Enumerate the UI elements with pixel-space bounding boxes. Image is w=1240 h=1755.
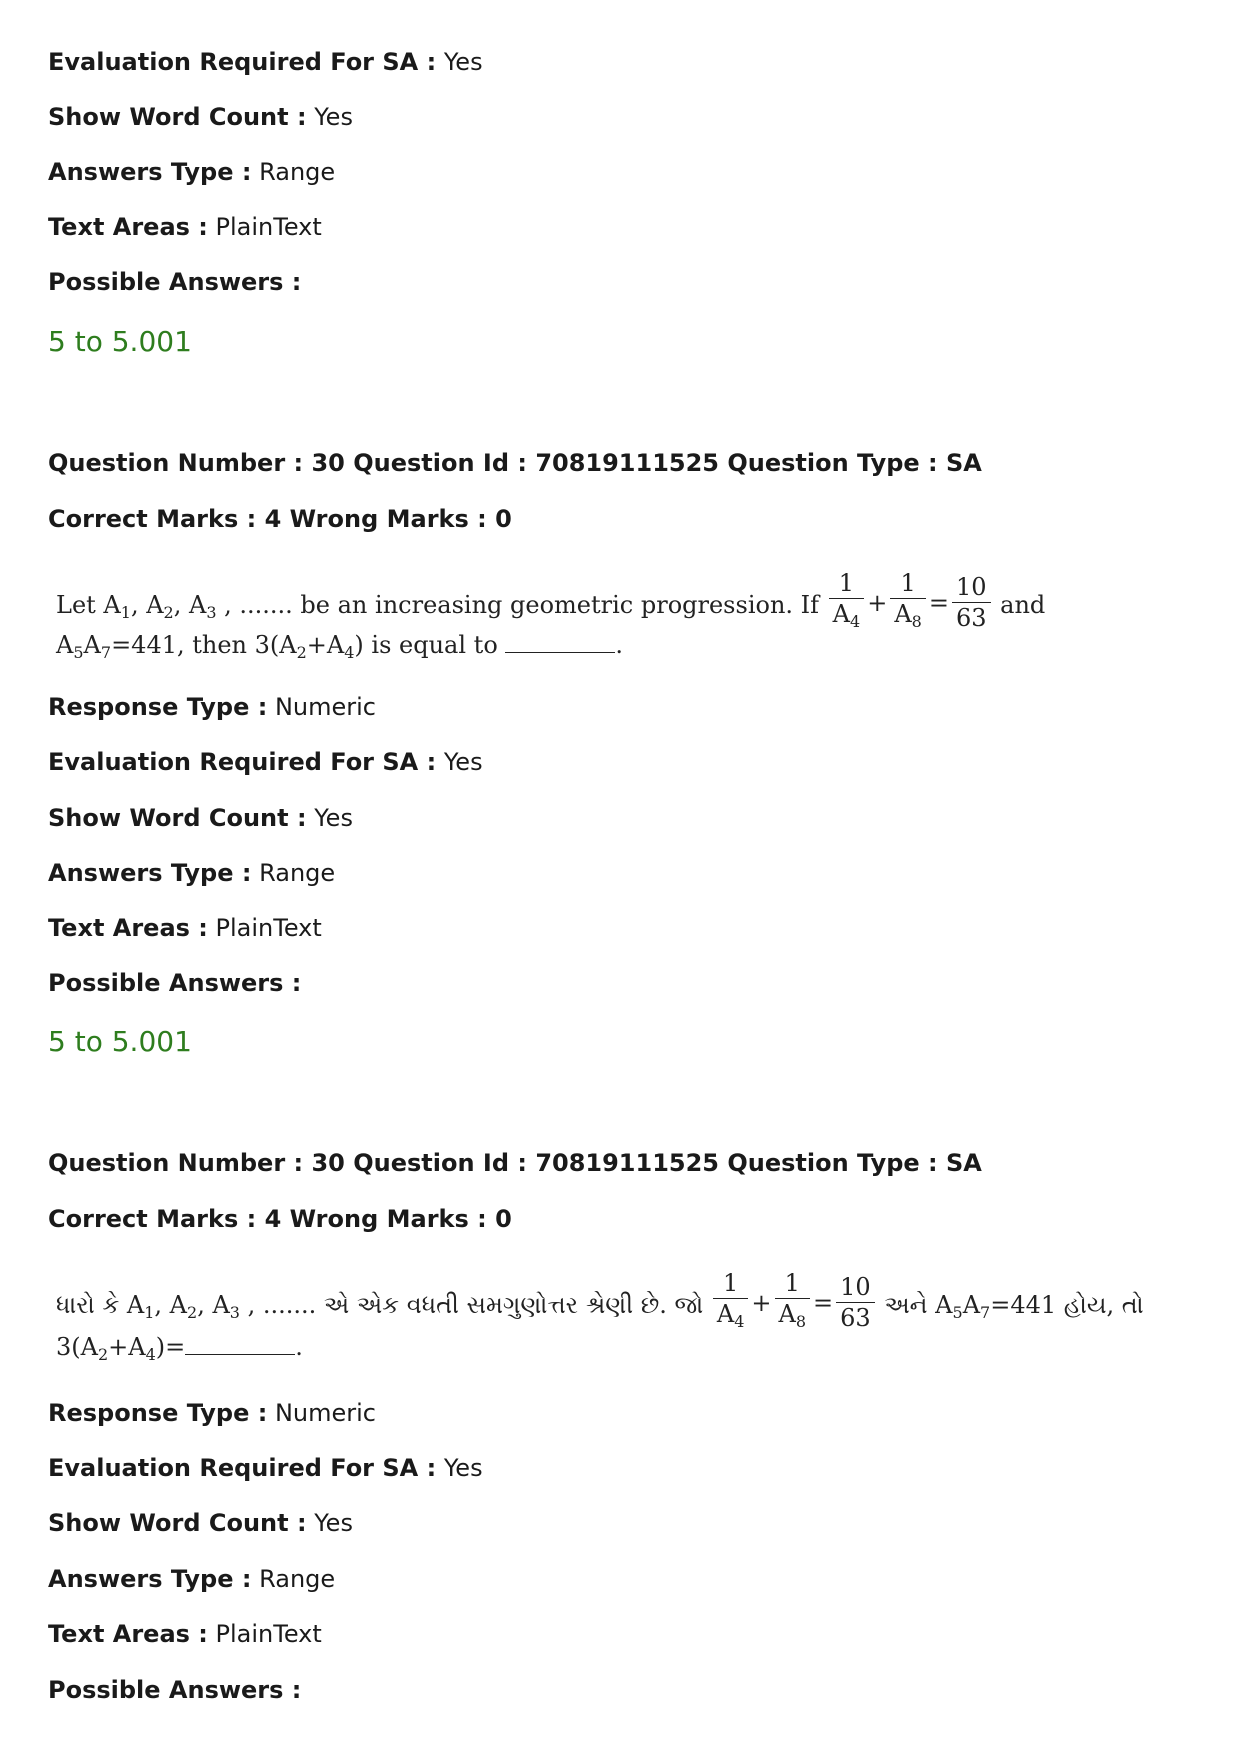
question-text-line-1: Let $A_1$, $A_2$, $A_3$ , ....... be an increasing geometric progression. If $\frac{1}{A_4}$ + $\frac{1}{A_8}$ = $\frac{10}{63}$ and bbox=[56, 572, 1045, 641]
text-areas-value: PlainText bbox=[215, 213, 322, 241]
answers-type-label: Answers Type : bbox=[48, 1565, 252, 1593]
fraction-1-over-a8: $\frac{1}{A_8}$ bbox=[775, 1268, 811, 1337]
evaluation-required-value: Yes bbox=[443, 1454, 483, 1482]
fraction-10-over-63: $\frac{10}{63}$ bbox=[836, 1272, 875, 1333]
question-marks: Correct Marks : 4 Wrong Marks : 0 bbox=[48, 505, 512, 533]
text-areas-row bbox=[48, 212, 322, 242]
question-text-gujarati bbox=[56, 1250, 1156, 1370]
answers-type-value: Range bbox=[259, 859, 336, 887]
possible-answer-value: 5 to 5.001 bbox=[48, 1025, 192, 1058]
show-word-count-label: Show Word Count : bbox=[48, 804, 307, 832]
evaluation-required-row bbox=[48, 747, 483, 777]
possible-answers-row bbox=[48, 267, 301, 297]
show-word-count-row bbox=[48, 1508, 353, 1538]
show-word-count-label: Show Word Count : bbox=[48, 103, 307, 131]
answers-type-row bbox=[48, 1564, 335, 1594]
text-areas-value: PlainText bbox=[215, 914, 322, 942]
possible-answers-label: Possible Answers : bbox=[48, 268, 302, 296]
evaluation-required-label: Evaluation Required For SA : bbox=[48, 1454, 437, 1482]
show-word-count-value: Yes bbox=[314, 804, 353, 832]
show-word-count-row bbox=[48, 102, 353, 132]
answers-type-row bbox=[48, 157, 335, 187]
evaluation-required-label: Evaluation Required For SA : bbox=[48, 748, 437, 776]
question-text-line-2: $A_5A_7=441$, then $3(A_2+A_4)$ is equal to . bbox=[56, 631, 624, 662]
answers-type-label: Answers Type : bbox=[48, 859, 252, 887]
fraction-10-over-63: $\frac{10}{63}$ bbox=[952, 572, 991, 633]
answers-type-value: Range bbox=[259, 1565, 336, 1593]
show-word-count-row bbox=[48, 803, 353, 833]
answer-blank bbox=[185, 1332, 295, 1355]
response-type-value: Numeric bbox=[274, 693, 376, 721]
fraction-1-over-a4: $\frac{1}{A_4}$ bbox=[829, 568, 865, 637]
evaluation-required-row bbox=[48, 1453, 483, 1483]
fraction-1-over-a8: $\frac{1}{A_8}$ bbox=[890, 568, 926, 637]
answer-blank bbox=[505, 630, 615, 653]
question-header: Question Number : 30 Question Id : 70819111525 Question Type : SA bbox=[48, 1149, 982, 1177]
possible-answers-label: Possible Answers : bbox=[48, 969, 302, 997]
question-text-line-1: ધારો કે $A_1$, $A_2$, $A_3$ , ....... એ એક વધતી સમગુણોત્તર શ્રેણી છે. જો $\frac{1}{A_4}$ + $\frac{1}{A_8}$ = $\frac{10}{63}$ અને $A_5A_7=441$ હોય, તો bbox=[56, 1272, 1144, 1341]
possible-answers-label: Possible Answers : bbox=[48, 1676, 302, 1704]
text-areas-label: Text Areas : bbox=[48, 1620, 208, 1648]
possible-answer-value: 5 to 5.001 bbox=[48, 325, 192, 358]
response-type-label: Response Type : bbox=[48, 693, 268, 721]
question-marks: Correct Marks : 4 Wrong Marks : 0 bbox=[48, 1205, 512, 1233]
text-areas-row bbox=[48, 1619, 322, 1649]
text-areas-value: PlainText bbox=[215, 1620, 322, 1648]
text-areas-row bbox=[48, 913, 322, 943]
show-word-count-value: Yes bbox=[314, 1509, 353, 1537]
fraction-1-over-a4: $\frac{1}{A_4}$ bbox=[713, 1268, 749, 1337]
question-text-english bbox=[56, 548, 1156, 668]
text-areas-label: Text Areas : bbox=[48, 914, 208, 942]
evaluation-required-row bbox=[48, 47, 483, 77]
text-areas-label: Text Areas : bbox=[48, 213, 208, 241]
possible-answers-row bbox=[48, 1675, 301, 1705]
answers-type-label: Answers Type : bbox=[48, 158, 252, 186]
evaluation-required-value: Yes bbox=[443, 48, 483, 76]
question-header: Question Number : 30 Question Id : 70819111525 Question Type : SA bbox=[48, 449, 982, 477]
response-type-row bbox=[48, 692, 376, 722]
show-word-count-value: Yes bbox=[314, 103, 353, 131]
question-text-line-2: $3(A_2+A_4)=$ . bbox=[56, 1333, 303, 1364]
possible-answers-row bbox=[48, 968, 301, 998]
answers-type-row bbox=[48, 858, 335, 888]
evaluation-required-label: Evaluation Required For SA : bbox=[48, 48, 437, 76]
response-type-row bbox=[48, 1398, 376, 1428]
show-word-count-label: Show Word Count : bbox=[48, 1509, 307, 1537]
answers-type-value: Range bbox=[259, 158, 336, 186]
response-type-value: Numeric bbox=[274, 1399, 376, 1427]
evaluation-required-value: Yes bbox=[443, 748, 483, 776]
response-type-label: Response Type : bbox=[48, 1399, 268, 1427]
